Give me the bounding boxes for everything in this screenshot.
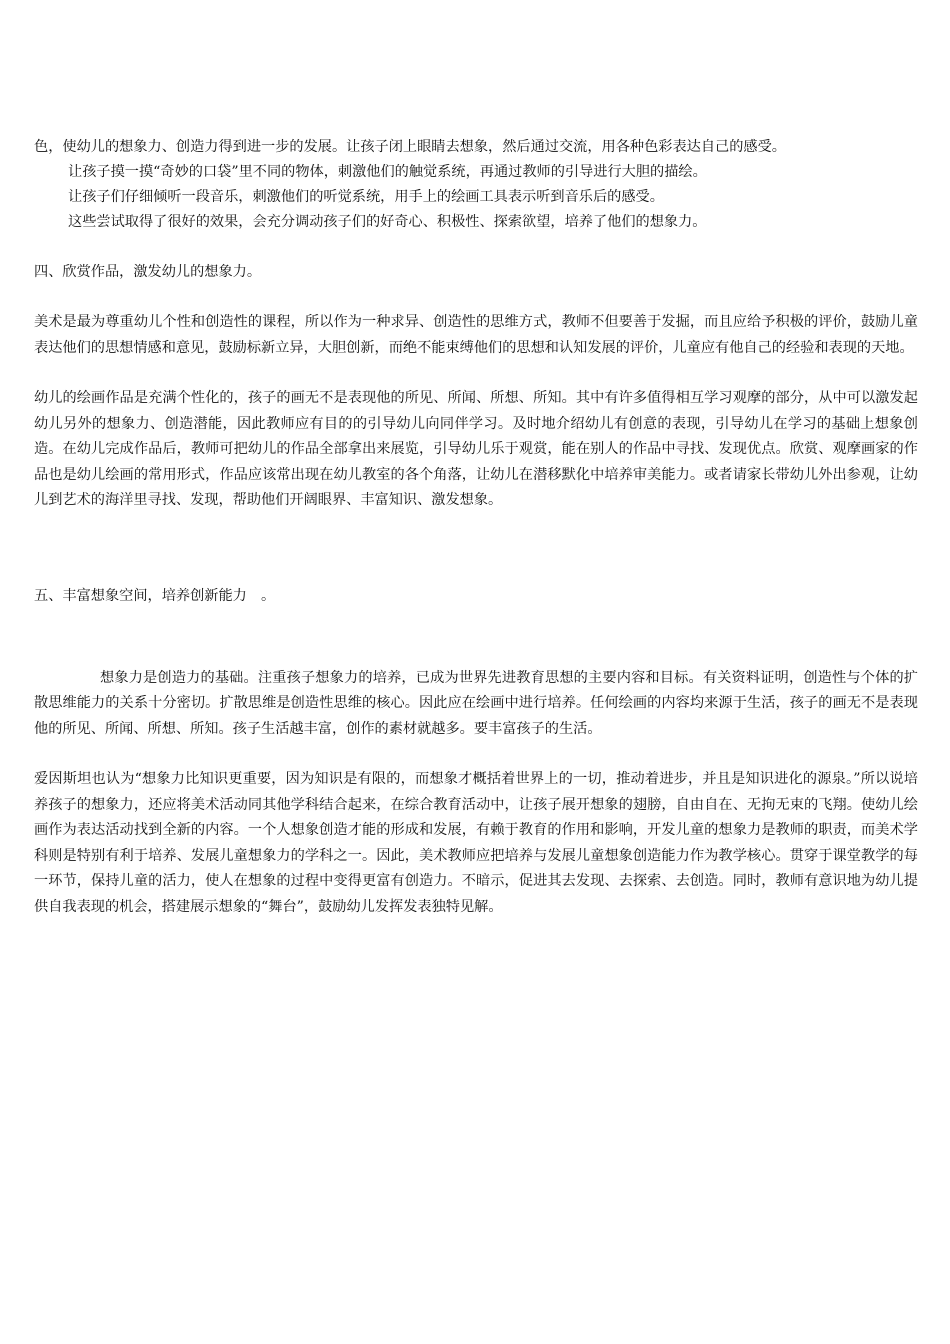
paragraph-results: 这些尝试取得了很好的效果，会充分调动孩子们的好奇心、积极性、探索欲望，培养了他们的想象力。 bbox=[68, 214, 707, 230]
paragraph-touch-bag: 让孩子摸一摸“奇妙的口袋”里不同的物体，刺激他们的触觉系统，再通过教师的引导进行大胆的描绘。 bbox=[68, 164, 707, 180]
section-heading-5: 五、丰富想象空间，培养创新能力 。 bbox=[34, 587, 276, 604]
paragraph-einstein: 爱因斯坦也认为“想象力比知识更重要，因为知识是有限的，而想象才概括着世界上的一切，推动着进步，并且是知识进化的源泉。”所以说培养孩子的想象力，还应将美术活动同其他学科结合起来，在综合教育活动中，让孩子展开想象的翅膀，自由自在、无拘无束的飞翔。使幼儿绘画作为表达活动找到全新的内容。一个人想象创造才能的形成和发展，有赖于教育的作用和影响，开发儿童的想象力是教师的职责，而美术学科则是特别有利于培养、发展儿童想象力的学科之一。因此，美术教师应把培养与发展儿童想象创造能力作为教学核心。贯穿于课堂教学的每一环节，保持儿童的活力，使人在想象的过程中变得更富有创造力。不暗示，促进其去发现、去探索、去创造。同时，教师有意识地为幼儿提供自我表现的机会，搭建展示想象的“舞台”，鼓励幼儿发挥发表独特见解。 bbox=[34, 771, 918, 915]
paragraph-children-works: 幼儿的绘画作品是充满个性化的，孩子的画无不是表现他的所见、所闻、所想、所知。其中有许多值得相互学习观摩的部分，从中可以激发起幼儿另外的想象力、创造潜能，因此教师应有目的的引导幼儿向同伴学习。及时地介绍幼儿有创意的表现，引导幼儿在学习的基础上想象创造。在幼儿完成作品后，教师可把幼儿的作品全部拿出来展览，引导幼儿乐于观赏，能在别人的作品中寻找、发现优点。欣赏、观摩画家的作品也是幼儿绘画的常用形式，作品应该常出现在幼儿教室的各个角落，让幼儿在潜移默化中培养审美能力。或者请家长带幼儿外出参观，让幼儿到艺术的海洋里寻找、发现，帮助他们开阔眼界、丰富知识、激发想象。 bbox=[34, 390, 918, 508]
paragraph-music: 让孩子们仔细倾听一段音乐，刺激他们的听觉系统，用手上的绘画工具表示听到音乐后的感受。 bbox=[68, 189, 664, 205]
paragraph-art-respect: 美术是最为尊重幼儿个性和创造性的课程，所以作为一种求异、创造性的思维方式，教师不但要善于发掘，而且应给予积极的评价，鼓励儿童表达他们的思想情感和意见，鼓励标新立异，大胆创新，而绝不能束缚他们的思想和认知发展的评价，儿童应有他自己的经验和表现的天地。 bbox=[34, 314, 918, 356]
paragraph-continuation: 色，使幼儿的想象力、创造力得到进一步的发展。让孩子闭上眼睛去想象，然后通过交流，用各种色彩表达自己的感受。 bbox=[34, 139, 786, 155]
section-heading-4: 四、欣赏作品，激发幼儿的想象力。 bbox=[34, 264, 262, 280]
paragraph-imagination-foundation: 想象力是创造力的基础。注重孩子想象力的培养，已成为世界先进教育思想的主要内容和目标。有关资料证明，创造性与个体的扩散思维能力的关系十分密切。扩散思维是创造性思维的核心。因此应在绘画中进行培养。任何绘画的内容均来源于生活，孩子的画无不是表现他的所见、所闻、所想、所知。孩子生活越丰富，创作的素材就越多。要丰富孩子的生活。 bbox=[34, 669, 918, 737]
document-page bbox=[34, 135, 918, 920]
